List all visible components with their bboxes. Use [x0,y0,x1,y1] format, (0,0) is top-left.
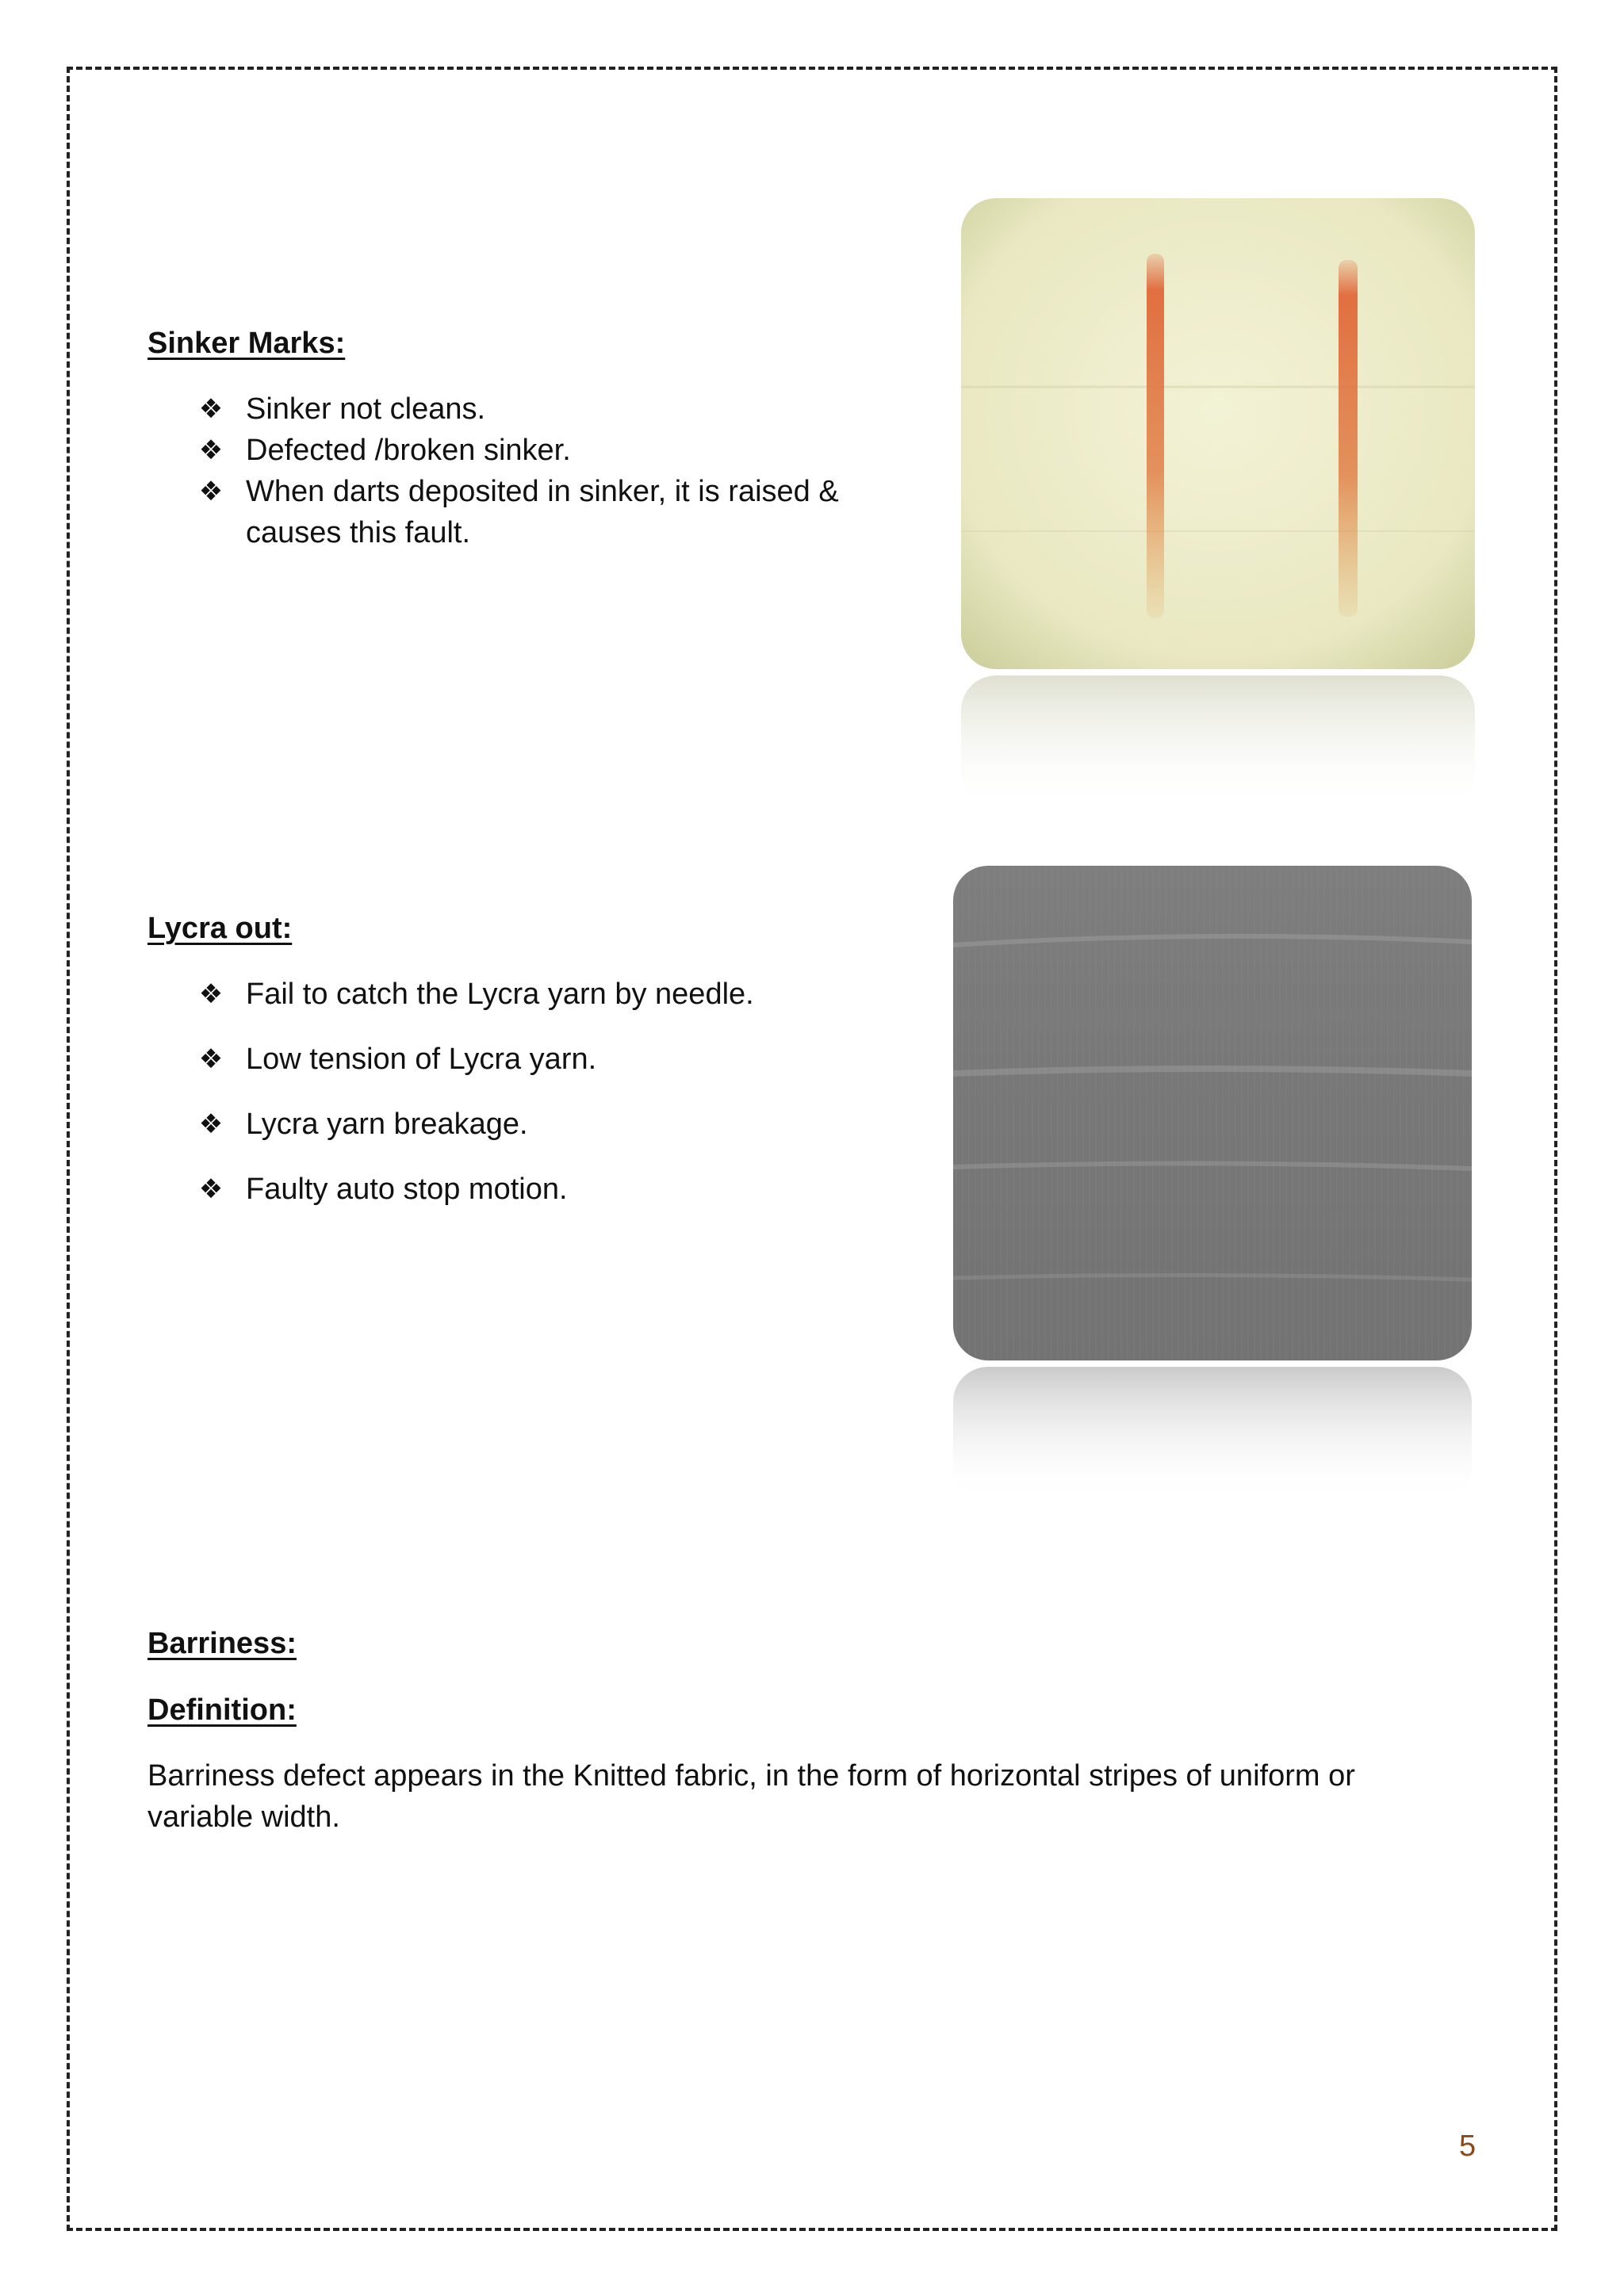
sinker-marks-list [195,388,909,553]
lycra-out-heading: Lycra out: [147,912,293,945]
list-item-text: Lycra yarn breakage. [246,1108,528,1141]
barriness-definition-text: Barriness defect appears in the Knitted fabric, in the form of horizontal stripes of uniform or variable width. [147,1759,1355,1834]
sinker-photo-reflection [961,675,1475,810]
lycra-out-photo [953,866,1472,1502]
list-item-text: Sinker not cleans. [246,392,486,426]
list-item [195,974,909,1015]
sinker-mark-right [1339,260,1358,617]
diamond-bullet-icon: ❖ [198,476,224,507]
diamond-bullet-icon: ❖ [198,1174,224,1204]
diamond-bullet-icon: ❖ [198,435,224,465]
sinker-mark-left [1147,254,1164,618]
list-item [195,1169,909,1210]
diamond-bullet-icon: ❖ [198,1109,224,1139]
list-item [195,388,909,430]
list-item [195,430,909,471]
list-item-text: Fail to catch the Lycra yarn by needle. [246,978,754,1011]
list-item-text: Defected /broken sinker. [246,434,571,467]
list-item-text: Faulty auto stop motion. [246,1173,568,1206]
lycra-photo-reflection [953,1367,1472,1502]
list-item [195,1039,909,1080]
list-item [195,1104,909,1145]
barriness-heading: Barriness: [147,1627,297,1660]
lycra-fabric-image [953,866,1472,1360]
list-item-text: When darts deposited in sinker, it is raised & causes this fault. [246,475,839,549]
sinker-fabric-image [961,198,1475,669]
list-item-text: Low tension of Lycra yarn. [246,1043,597,1076]
sinker-marks-heading: Sinker Marks: [147,327,346,360]
diamond-bullet-icon: ❖ [198,1044,224,1074]
definition-heading: Definition: [147,1693,297,1727]
sinker-marks-photo [961,198,1475,810]
page-number: 5 [1459,2130,1477,2163]
lycra-out-list [195,974,909,1234]
diamond-bullet-icon: ❖ [198,979,224,1009]
list-item [195,471,904,553]
diamond-bullet-icon: ❖ [198,394,224,424]
